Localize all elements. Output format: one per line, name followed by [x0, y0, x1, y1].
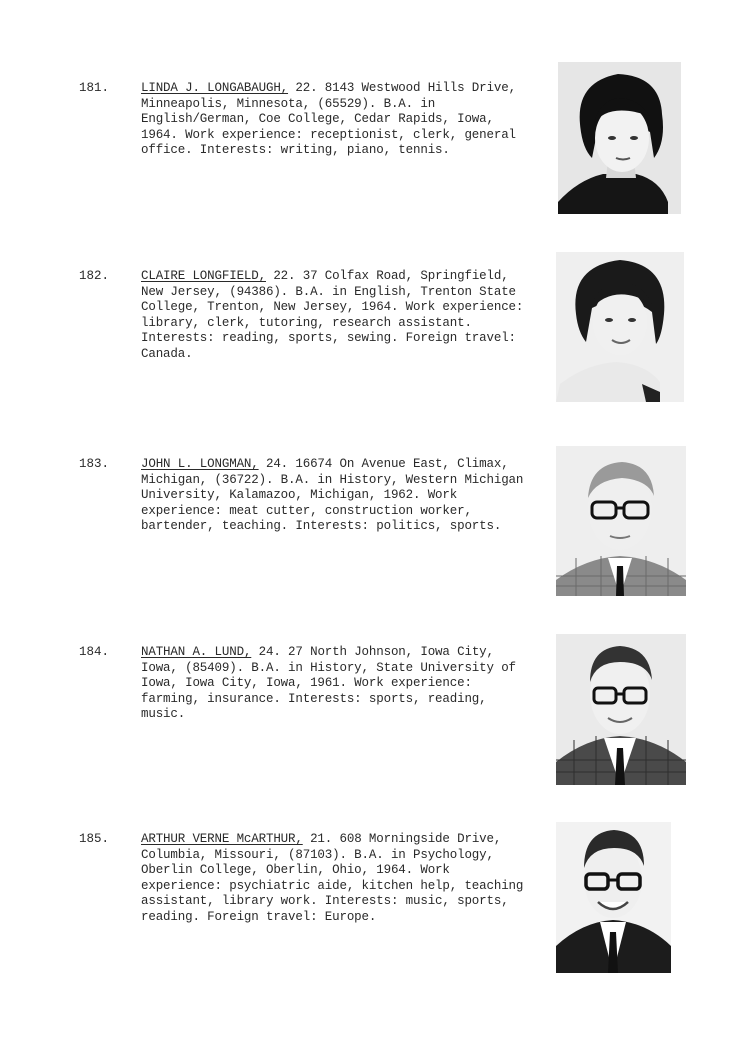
entry-name: ARTHUR VERNE McARTHUR,: [141, 832, 303, 846]
entry-number: 181.: [79, 81, 110, 95]
entry-name: CLAIRE LONGFIELD,: [141, 269, 266, 283]
portrait-photo: [556, 252, 684, 402]
portrait-photo: [556, 822, 671, 973]
entry-details: 22. 37 Colfax Road, Springfield, New Jersey, (94386). B.A. in English, Trenton State College, Trenton, New Jersey, 1964. Work experience: library, clerk, tutoring, research assistant. Interests: reading, sports, sewing. Foreign travel: Canada.: [141, 269, 524, 361]
entry-name: JOHN L. LONGMAN,: [141, 457, 259, 471]
entry-text: [141, 645, 536, 723]
entry-text: [141, 832, 536, 926]
entry-number: 184.: [79, 645, 110, 659]
portrait-man-icon: [556, 822, 671, 973]
entry-details: 21. 608 Morningside Drive, Columbia, Missouri, (87103). B.A. in Psychology, Oberlin College, Oberlin, Ohio, 1964. Work experience: psychiatric aide, kitchen help, teaching assistant, library work. Interests: music, sports, reading. Foreign travel: Europe.: [141, 832, 524, 924]
portrait-woman-icon: [558, 62, 681, 214]
portrait-man-icon: [556, 446, 686, 596]
portrait-photo: [556, 634, 686, 785]
entry-number: 182.: [79, 269, 110, 283]
portrait-photo: [556, 446, 686, 596]
entry-number: 185.: [79, 832, 110, 846]
entry-text: [141, 269, 536, 363]
portrait-man-icon: [556, 634, 686, 785]
portrait-photo: [558, 62, 681, 214]
entry-text: [141, 81, 536, 159]
portrait-woman-icon: [556, 252, 684, 402]
entry-details: 24. 16674 On Avenue East, Climax, Michigan, (36722). B.A. in History, Western Michigan University, Kalamazoo, Michigan, 1962. Work experience: meat cutter, construction worker, bartender, teaching. Interests: politics, sports.: [141, 457, 524, 534]
entry-details: 22. 8143 Westwood Hills Drive, Minneapolis, Minnesota, (65529). B.A. in English/German, Coe College, Cedar Rapids, Iowa, 1964. Work experience: receptionist, clerk, general office. Interests: writing, piano, tennis.: [141, 81, 516, 158]
entry-number: 183.: [79, 457, 110, 471]
entry-name: LINDA J. LONGABAUGH,: [141, 81, 289, 95]
entry-name: NATHAN A. LUND,: [141, 645, 252, 659]
entry-details: 24. 27 North Johnson, Iowa City, Iowa, (85409). B.A. in History, State University of Iowa, Iowa City, Iowa, 1961. Work experience: farming, insurance. Interests: sports, reading, music.: [141, 645, 516, 722]
entry-text: [141, 457, 536, 535]
